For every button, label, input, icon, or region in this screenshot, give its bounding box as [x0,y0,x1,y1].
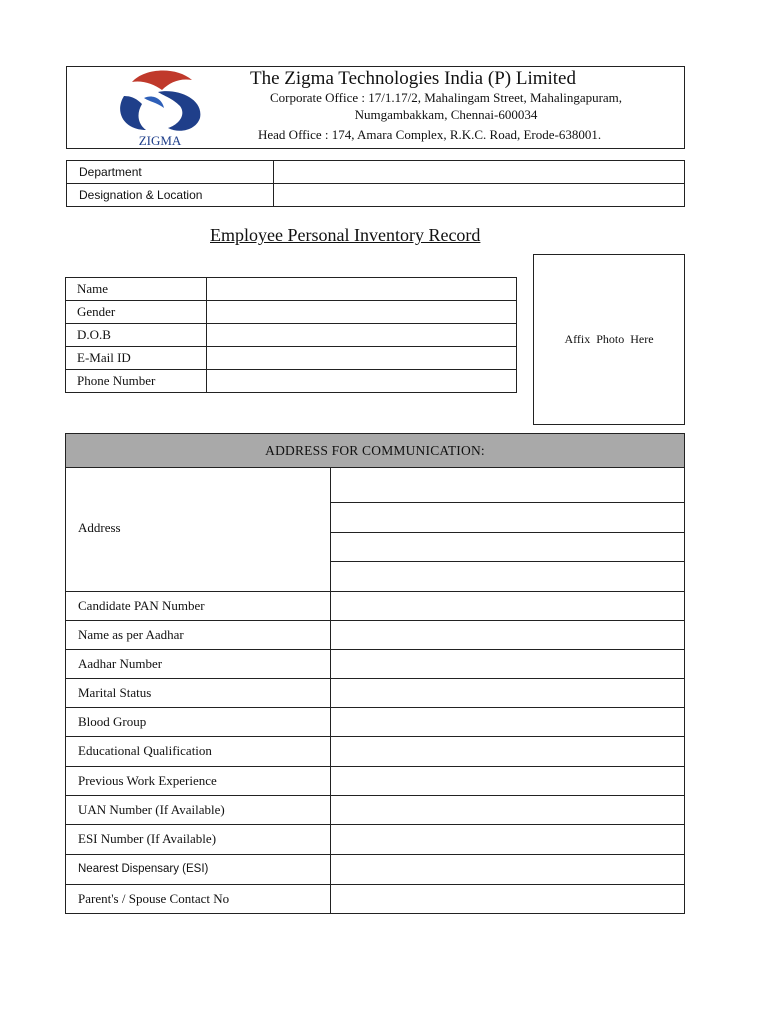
gender-label: Gender [66,301,207,324]
table-row [65,591,685,621]
pan-number-field[interactable] [331,591,684,620]
aadhar-name-field[interactable] [331,620,684,649]
nearest-dispensary-label: Nearest Dispensary (ESI) [78,863,209,875]
department-label: Department [67,161,274,184]
designation-location-label: Designation & Location [67,184,274,207]
designation-location-field[interactable] [274,184,685,207]
address-line-1-field[interactable] [331,467,685,502]
dob-field[interactable] [207,324,517,347]
address-section-title: ADDRESS FOR COMMUNICATION: [265,442,485,458]
marital-status-label: Marital Status [78,684,152,700]
department-field[interactable] [274,161,685,184]
educational-qualification-field[interactable] [331,736,684,766]
address-line-2-field[interactable] [331,503,685,532]
esi-number-field[interactable] [331,824,684,854]
table-row [65,824,685,855]
dob-label: D.O.B [66,324,207,347]
blood-group-field[interactable] [331,707,684,736]
parent-spouse-contact-label: Parent's / Spouse Contact No [78,890,230,906]
educational-qualification-label: Educational Qualification [78,743,212,758]
table-row [66,347,517,370]
table-row [65,736,685,767]
parent-spouse-contact-field[interactable] [331,884,684,913]
table-row [65,678,685,708]
name-label: Name [66,278,207,301]
address-line-4-field[interactable] [331,562,685,591]
table-row [67,161,685,184]
table-row [65,649,685,679]
work-experience-label: Previous Work Experience [78,772,217,788]
personal-info-table [65,277,517,393]
phone-label: Phone Number [66,370,207,393]
department-table [66,160,685,207]
corporate-office-line2: Numgambakkam, Chennai-600034 [354,107,538,122]
head-office-address: Head Office : 174, Amara Complex, R.K.C. Road, Erode-638001. [258,127,602,142]
address-label: Address [78,520,121,535]
form-title: Employee Personal Inventory Record [210,225,481,245]
uan-number-field[interactable] [331,795,684,824]
table-row [66,324,517,347]
photo-placeholder-text: Affix Photo Here [564,332,654,346]
marital-status-field[interactable] [331,678,684,707]
name-field[interactable] [207,278,517,301]
table-row [65,766,685,796]
table-row [65,884,685,914]
svg-text:ZIGMA: ZIGMA [138,133,182,148]
email-label: E-Mail ID [66,347,207,370]
gender-field[interactable] [207,301,517,324]
pan-number-label: Candidate PAN Number [78,597,205,613]
aadhar-name-label: Name as per Aadhar [78,626,184,642]
table-row [66,278,517,301]
blood-group-label: Blood Group [78,713,147,729]
address-line-3-field[interactable] [331,533,685,561]
address-block [65,467,685,592]
uan-number-label: UAN Number (If Available) [78,801,225,817]
esi-number-label: ESI Number (If Available) [78,831,217,846]
photo-box[interactable] [533,254,685,425]
aadhar-number-field[interactable] [331,649,684,678]
table-row [66,370,517,393]
phone-field[interactable] [207,370,517,393]
table-row [65,620,685,650]
table-row [65,795,685,825]
email-field[interactable] [207,347,517,370]
nearest-dispensary-field[interactable] [331,854,684,884]
table-row [67,184,685,207]
table-row [65,707,685,737]
zigma-logo [110,68,210,148]
aadhar-number-label: Aadhar Number [78,655,163,671]
work-experience-field[interactable] [331,766,684,795]
table-row [65,854,685,885]
table-row [66,301,517,324]
address-section-header [65,433,685,468]
company-name: The Zigma Technologies India (P) Limited [250,68,576,89]
corporate-office-line1: Corporate Office : 17/1.17/2, Mahalingam Street, Mahalingapuram, [269,90,623,105]
